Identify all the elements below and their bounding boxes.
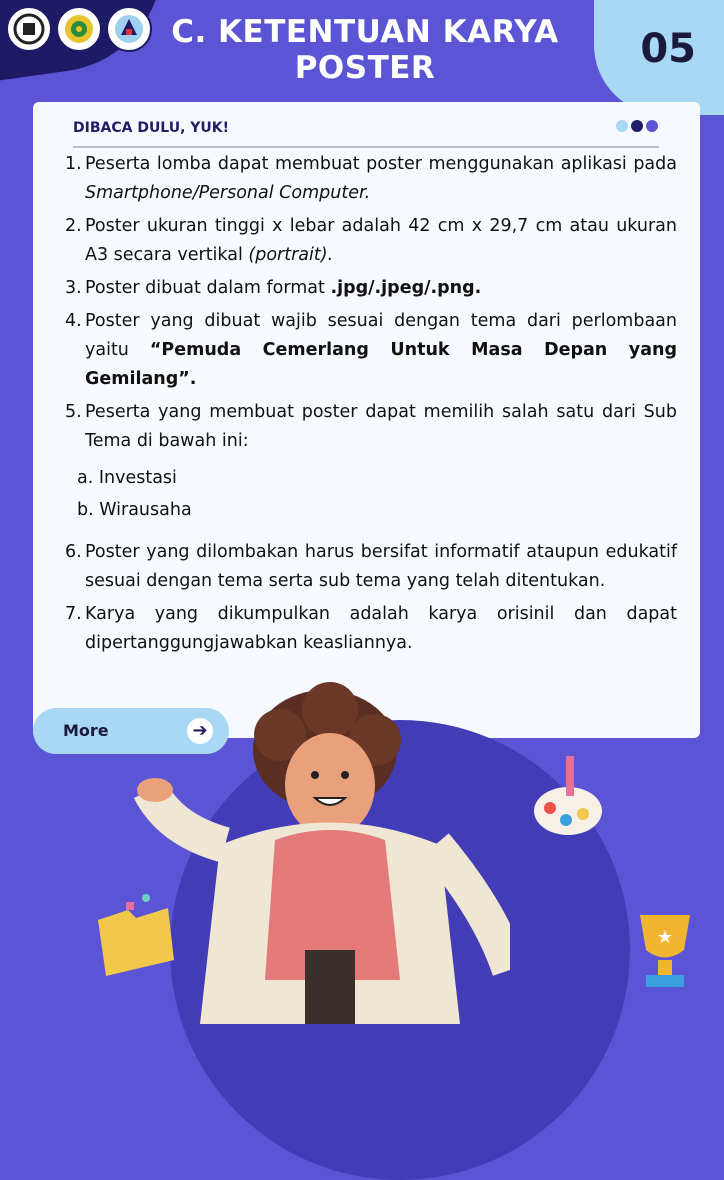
list-item (65, 150, 677, 208)
dot-dark (631, 120, 643, 132)
rules-list (65, 150, 677, 662)
item-text: Poster ukuran tinggi x lebar adalah 42 cm x 29,7 cm atau ukuran A3 secara vertikal (portrait). (85, 216, 677, 265)
dots-decoration (616, 120, 658, 132)
item-number: 1. (65, 154, 82, 174)
trophy-icon (620, 905, 710, 995)
character-illustration (130, 680, 510, 1024)
item-number: 4. (65, 311, 82, 331)
card-heading: DIBACA DULU, YUK! (73, 120, 230, 136)
palette-icon (528, 756, 608, 846)
faculty-logo (56, 6, 102, 52)
divider (73, 146, 659, 148)
list-item (65, 274, 677, 303)
svg-text:★: ★ (656, 927, 674, 948)
dot-mid (646, 120, 658, 132)
item-text: Peserta yang membuat poster dapat memilih salah satu dari Sub Tema di bawah ini: (85, 402, 677, 451)
dot-light (616, 120, 628, 132)
page-number: 05 (640, 26, 696, 72)
item-number: 3. (65, 278, 82, 298)
title-line-2: POSTER (294, 50, 436, 86)
page-title (150, 14, 580, 86)
title-line-1: C. KETENTUAN KARYA (171, 14, 559, 50)
item-strong: “Pemuda Cemerlang Untuk Masa Depan yang Gemilang”. (85, 340, 677, 389)
folder-icon (88, 880, 178, 980)
list-item (65, 600, 677, 658)
sub-theme-item: b. Wirausaha (77, 500, 192, 520)
list-item (65, 398, 677, 456)
item-number: 6. (65, 542, 82, 562)
item-number: 7. (65, 604, 82, 624)
list-item (65, 212, 677, 270)
item-emphasis: (portrait). (248, 245, 334, 265)
item-strong: .jpg/.jpeg/.png. (330, 278, 482, 298)
more-label: More (63, 721, 109, 740)
item-number: 2. (65, 216, 82, 236)
sub-theme-list (77, 462, 677, 526)
item-text: Poster dibuat dalam format .jpg/.jpeg/.png. (85, 278, 482, 298)
list-item (65, 538, 677, 596)
item-text: Poster yang dilombakan harus bersifat informatif ataupun edukatif sesuai dengan tema serta sub tema yang telah ditentukan. (85, 542, 677, 591)
arrow-right-icon: ➔ (187, 718, 213, 744)
sub-theme-item: a. Investasi (77, 468, 177, 488)
logo-group (6, 6, 152, 52)
university-logo (6, 6, 52, 52)
list-item (65, 307, 677, 394)
item-number: 5. (65, 402, 82, 422)
item-emphasis: Smartphone/Personal Computer. (85, 183, 371, 203)
item-text: Poster yang dibuat wajib sesuai dengan tema dari perlombaan yaitu “Pemuda Cemerlang Untuk Masa Depan yang Gemilang”. (85, 311, 677, 389)
item-text: Peserta lomba dapat membuat poster menggunakan aplikasi pada Smartphone/Personal Computer. (85, 154, 677, 203)
organization-logo (106, 6, 152, 52)
content-card (33, 102, 700, 738)
item-text: Karya yang dikumpulkan adalah karya orisinil dan dapat dipertanggungjawabkan keasliannya. (85, 604, 677, 653)
